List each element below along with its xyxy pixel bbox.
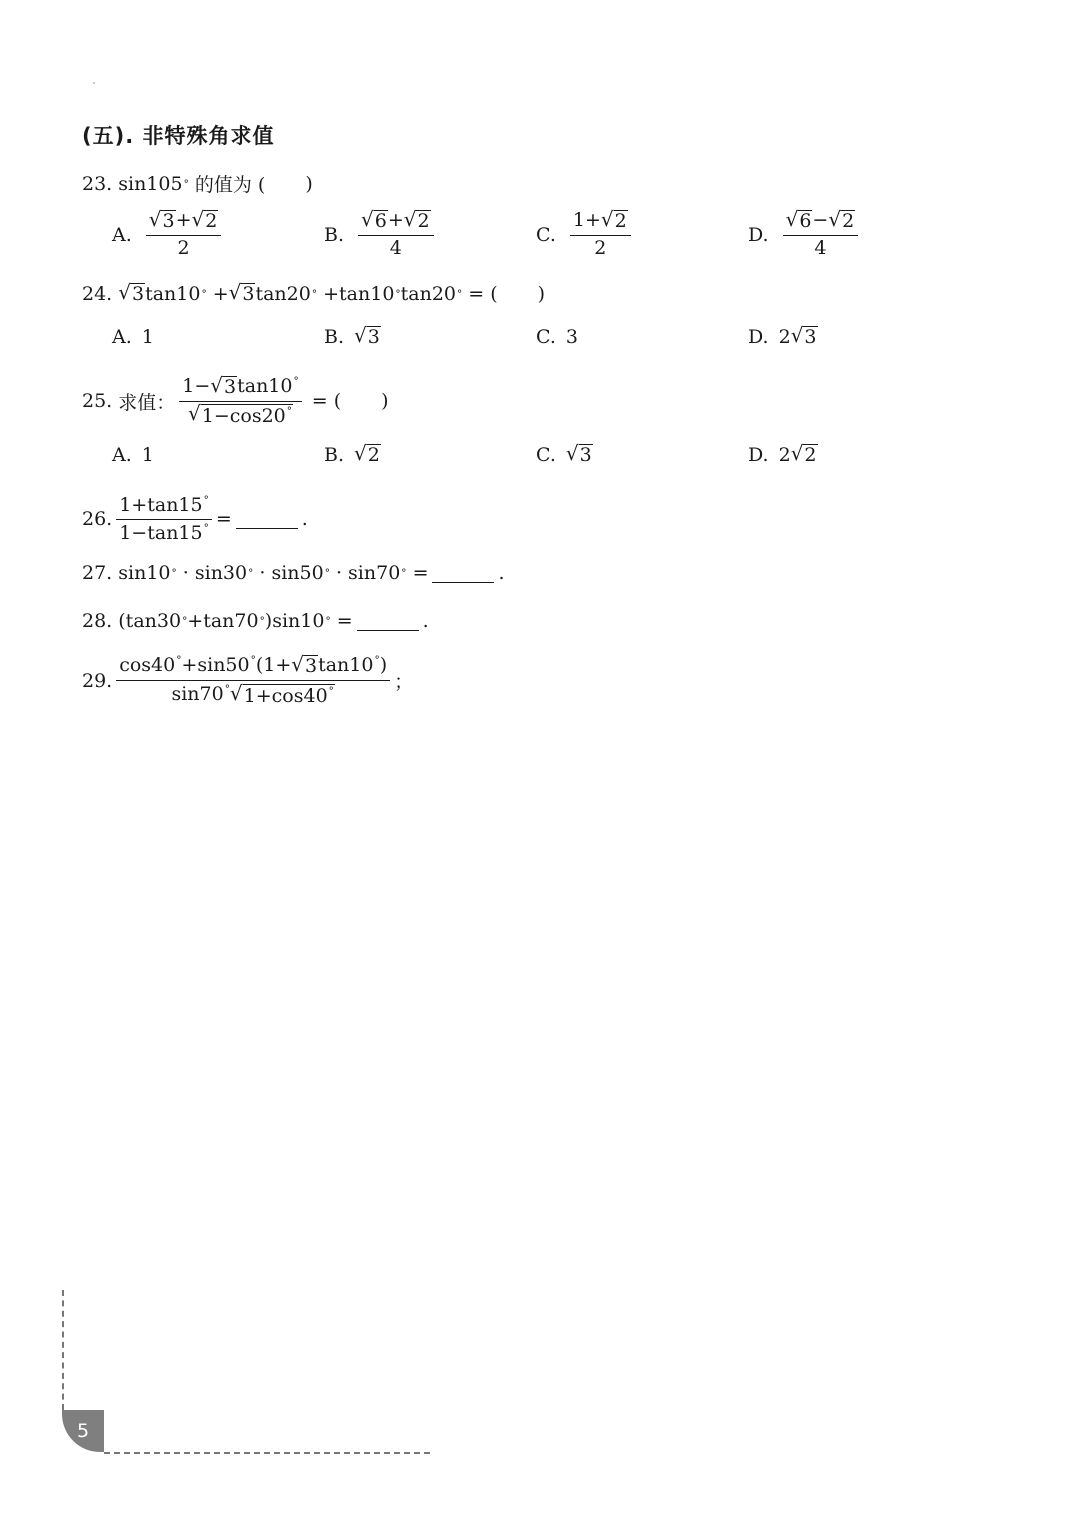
option-value: 1 — [141, 444, 154, 466]
option-d[interactable]: D. 2 √ 2 — [748, 441, 817, 467]
option-label: B. — [324, 444, 345, 467]
option-c[interactable]: C. √ 3 — [536, 441, 592, 467]
fraction: 1− √ 3 tan10° √ 1−cos20° — [179, 375, 301, 427]
option-value: 3 — [565, 326, 578, 348]
option-b[interactable]: B. √ 3 — [324, 323, 380, 349]
fraction: cos40°+sin50°(1+ √ 3 tan10°) sin70° √ 1+cos40° — [116, 654, 390, 707]
option-label: A. — [112, 444, 132, 466]
option-c[interactable] — [536, 207, 635, 260]
page-number-tab — [62, 1410, 104, 1452]
question-number: 27. — [82, 562, 113, 584]
option-a[interactable] — [112, 326, 154, 348]
page-number: 5 — [76, 1420, 90, 1442]
option-label: A. — [112, 223, 132, 246]
close-paren: ) — [305, 172, 313, 195]
option-label: B. — [324, 326, 345, 349]
dashed-border-vertical — [62, 1290, 64, 1410]
option-b[interactable]: B. √ 2 — [324, 441, 380, 467]
option-a[interactable] — [112, 444, 154, 466]
option-c[interactable] — [536, 326, 578, 348]
fraction: 1+ √ 2 2 — [570, 210, 631, 260]
question-25: 25. 求值： 1− √ 3 tan10° √ 1−cos20° = ( ) — [82, 372, 389, 427]
question-23: 23. sin105 ° 的值为 ( ) — [82, 170, 313, 197]
option-label: D. — [748, 444, 769, 467]
question-28: 28. (tan30 ° +tan70 ° )sin10 ° = . — [82, 610, 429, 632]
dashed-border-horizontal — [104, 1452, 430, 1454]
section-title: (五). 非特殊角求值 — [82, 124, 275, 148]
option-label: D. — [748, 326, 769, 349]
question-27: 27. sin10 ° · sin30 ° · sin50 ° · sin70 ° = . — [82, 562, 505, 584]
option-d[interactable] — [748, 207, 862, 260]
question-tail: = ( — [311, 390, 342, 413]
answer-blank[interactable] — [432, 563, 494, 583]
answer-blank[interactable] — [357, 611, 419, 631]
fraction: √ 6 + √ 2 4 — [358, 210, 434, 260]
close-paren: ) — [381, 390, 389, 413]
option-label: D. — [748, 223, 769, 246]
option-a[interactable] — [112, 207, 225, 260]
fraction: $\frac{1+\tan 15^\circ}{1-\tan 15^\circ}$ — [116, 494, 212, 544]
option-label: A. — [112, 326, 132, 348]
option-label: C. — [536, 444, 556, 467]
option-d[interactable]: D. 2 √ 3 — [748, 323, 817, 349]
question-number: 29. — [82, 669, 113, 692]
option-label: C. — [536, 223, 556, 246]
option-label: C. — [536, 326, 556, 348]
question-number: 24. — [82, 283, 113, 306]
question-tail: = ( — [468, 283, 498, 306]
close-paren: ) — [537, 283, 546, 306]
question-tail: 的值为 ( — [194, 174, 266, 196]
expression: sin105 — [118, 172, 183, 195]
question-number: 26. — [82, 508, 113, 531]
question-29: 29. cos40°+sin50°(1+ √ 3 tan10°) sin70° √ 1+cos40° ； — [82, 651, 414, 707]
question-number: 23. — [82, 172, 113, 195]
scan-dot — [93, 82, 95, 84]
option-label: B. — [324, 223, 345, 246]
question-number: 28. — [82, 610, 113, 632]
fraction: √ 6 − √ 2 4 — [783, 210, 859, 260]
question-26: 26. $\frac{1+\tan 15^\circ}{1-\tan 15^\circ}$ = . — [82, 493, 308, 544]
fraction: √ 3 + √ 2 2 — [146, 210, 222, 260]
question-number: 25. — [82, 390, 113, 413]
answer-blank[interactable] — [236, 509, 298, 529]
option-value: 1 — [141, 326, 154, 348]
question-24: 24. √ 3 tan10 ° + √ 3 tan20 ° +tan10 ° tan20 ° = ( ) — [82, 280, 546, 306]
option-b[interactable] — [324, 207, 438, 260]
